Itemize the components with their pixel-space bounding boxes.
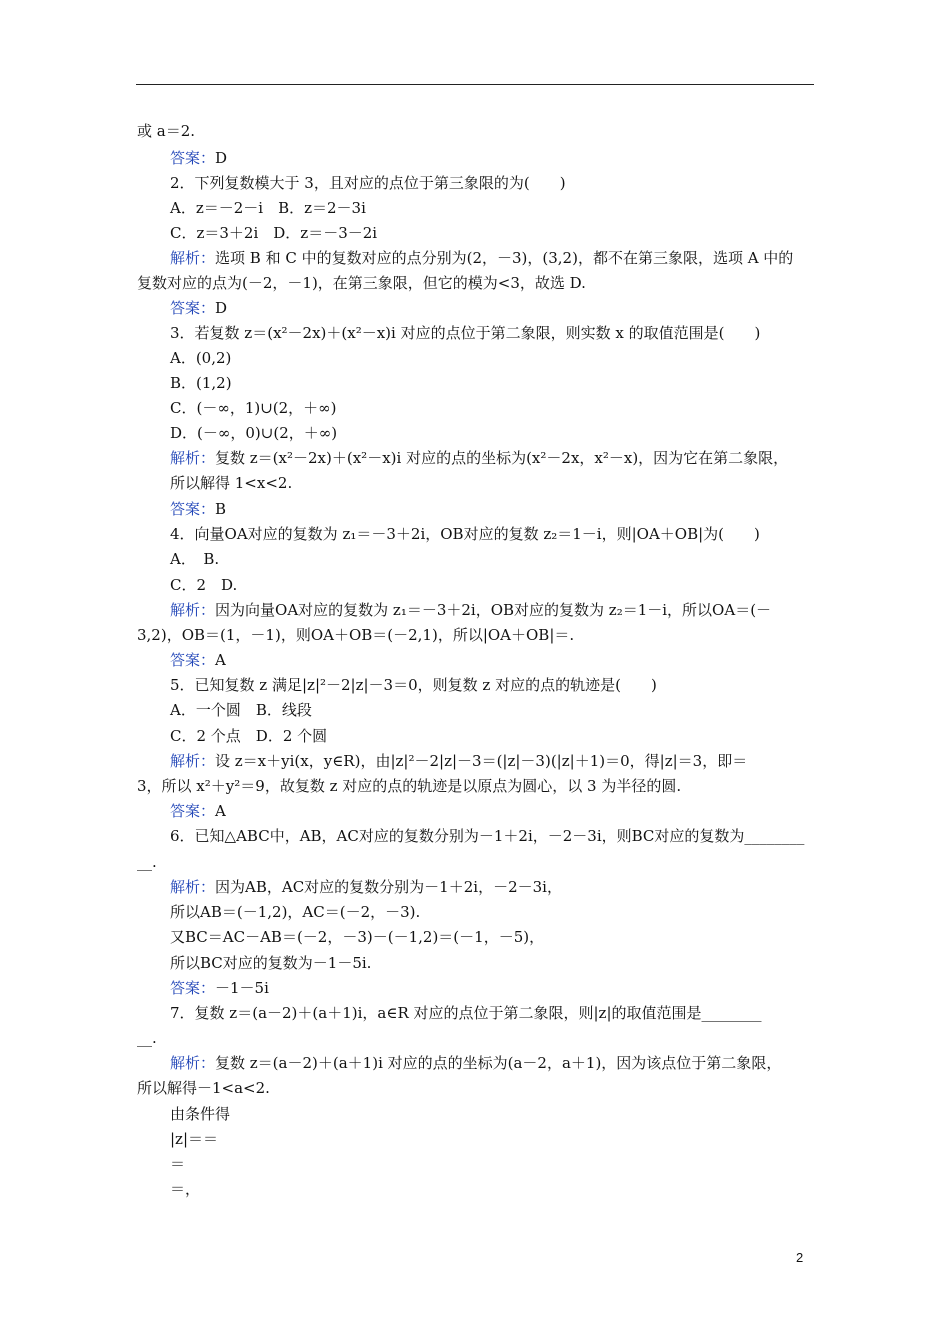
option-line: A．一个圆 B．线段 [170, 701, 312, 719]
text-line: 所以解得 1<x<2. [170, 474, 293, 492]
question-line: 3．若复数 z＝(x²－2x)＋(x²－x)i 对应的点位于第二象限，则实数 x 的取值范围是( ) [170, 324, 761, 342]
option-line: C．(－∞，1)∪(2，＋∞) [170, 399, 337, 417]
answer-line: 答案：A [170, 802, 226, 820]
question-line: 6．已知△ABC中，AB，AC对应的复数分别为－1＋2i，－2－3i，则BC对应的复数为________ [170, 827, 805, 845]
text-line: 复数对应的点为(－2，－1)，在第三象限，但它的模为<3，故选 D. [137, 274, 586, 292]
text-line: 又BC＝AC－AB＝(－2，－3)－(－1,2)＝(－1，－5)， [170, 928, 545, 946]
question-line: 2．下列复数模大于 3，且对应的点位于第三象限的为( ) [170, 174, 566, 192]
analysis-line: 解析：设 z＝x＋yi(x，y∈R)，由|z|²－2|z|－3＝(|z|－3)(|z|＋1)＝0，得|z|＝3，即＝ [170, 752, 748, 770]
answer-line: 答案：B [170, 500, 227, 518]
option-line: A． B. [170, 550, 220, 568]
analysis-line: 解析：选项 B 和 C 中的复数对应的点分别为(2，－3)，(3,2)，都不在第三象限，选项 A 中的 [170, 249, 794, 267]
text-line: __. [137, 853, 157, 871]
answer-line: 答案：A [170, 651, 226, 669]
text-line: __. [137, 1029, 157, 1047]
option-line: C．z＝3＋2i D．z＝－3－2i [170, 224, 378, 242]
answer-line: 答案：D [170, 299, 228, 317]
analysis-line: 解析：复数 z＝(a－2)＋(a＋1)i 对应的点的坐标为(a－2，a＋1)，因为该点位于第二象限， [170, 1054, 782, 1072]
question-line: 7．复数 z＝(a－2)＋(a＋1)i，a∈R 对应的点位于第二象限，则|z|的取值范围是________ [170, 1004, 762, 1022]
option-line: C．2 D. [170, 576, 238, 594]
text-line: 或 a＝2. [137, 122, 196, 140]
option-line: A．z＝－2－i B．z＝2－3i [170, 199, 366, 217]
option-line: D．(－∞，0)∪(2，＋∞) [170, 424, 338, 442]
answer-line: 答案：－1－5i [170, 979, 269, 997]
header-rule [136, 84, 814, 85]
page-number: 2 [796, 1250, 804, 1265]
text-line: 由条件得 [170, 1105, 231, 1123]
question-line: 5．已知复数 z 满足|z|²－2|z|－3＝0，则复数 z 对应的点的轨迹是( ) [170, 676, 657, 694]
text-line: 所以AB＝(－1,2)，AC＝(－2，－3). [170, 903, 421, 921]
option-line: A．(0,2) [170, 349, 232, 367]
analysis-line: 解析：复数 z＝(x²－2x)＋(x²－x)i 对应的点的坐标为(x²－2x，x²－x)，因为它在第二象限， [170, 449, 789, 467]
analysis-line: 解析：因为AB，AC对应的复数分别为－1＋2i，－2－3i， [170, 878, 562, 896]
text-line: ＝ [170, 1155, 186, 1173]
text-line: 所以BC对应的复数为－1－5i. [170, 954, 372, 972]
text-line: 3,2)，OB＝(1，－1)，则OA＋OB＝(－2,1)，所以|OA＋OB|＝. [137, 626, 575, 644]
text-line: 所以解得－1<a<2. [137, 1079, 270, 1097]
question-line: 4．向量OA对应的复数为 z₁＝－3＋2i，OB对应的复数 z₂＝1－i，则|OA＋OB|为( ) [170, 525, 760, 543]
answer-line: 答案：D [170, 149, 228, 167]
option-line: C．2 个点 D．2 个圆 [170, 727, 328, 745]
text-line: |z|＝＝ [170, 1130, 219, 1148]
option-line: B．(1,2) [170, 374, 232, 392]
text-line: 3，所以 x²＋y²＝9，故复数 z 对应的点的轨迹是以原点为圆心，以 3 为半径的圆. [137, 777, 682, 795]
analysis-line: 解析：因为向量OA对应的复数为 z₁＝－3＋2i，OB对应的复数为 z₂＝1－i，所以OA＝(－ [170, 601, 772, 619]
text-line: ＝， [170, 1180, 201, 1198]
